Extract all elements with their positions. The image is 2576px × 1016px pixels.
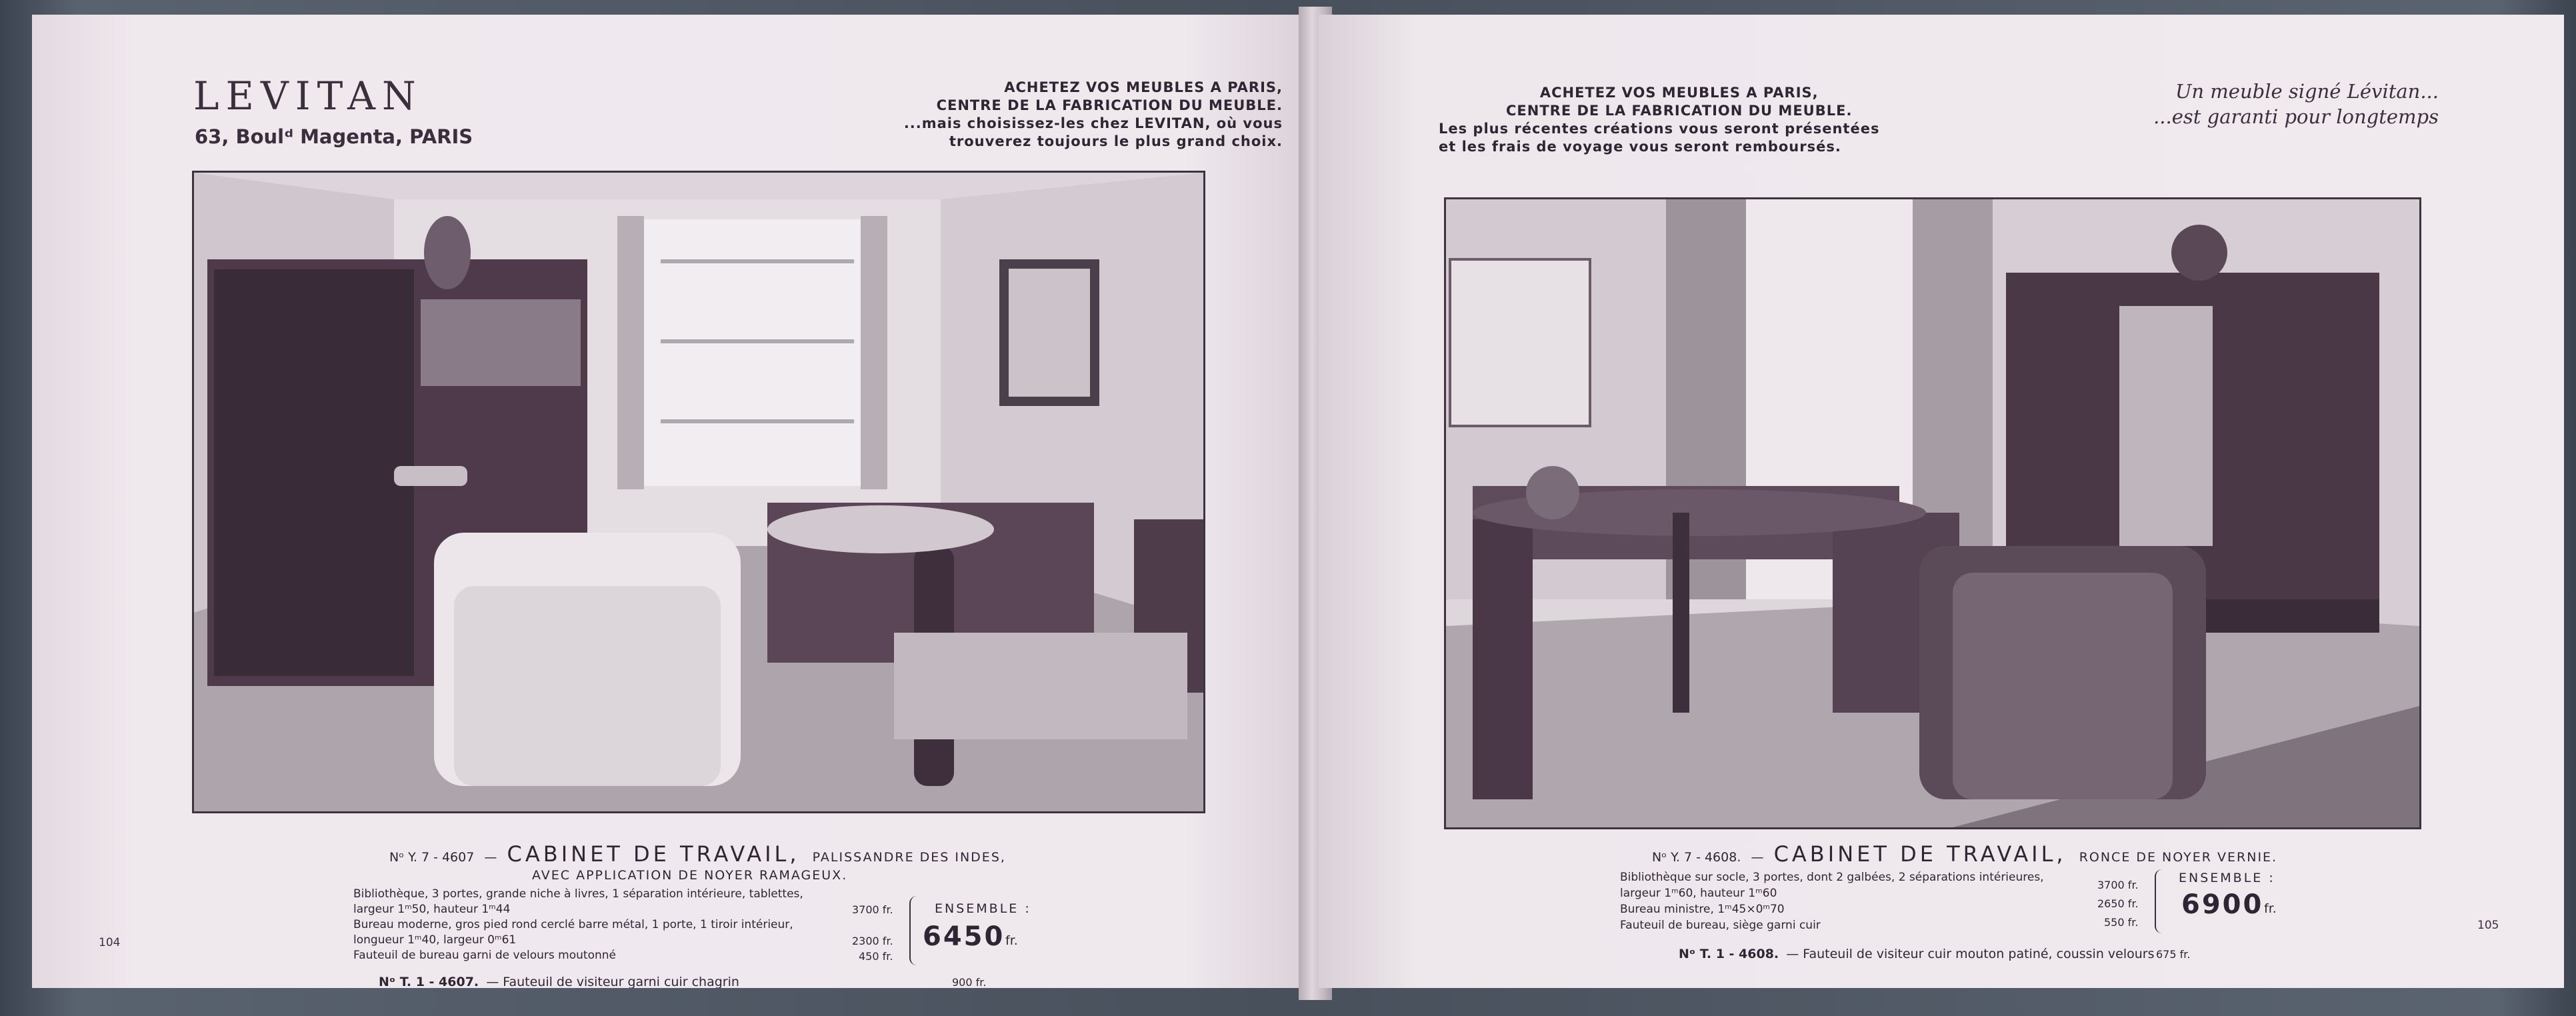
advert-line: trouverez toujours le plus grand choix. (949, 133, 1283, 149)
ensemble-label: ENSEMBLE : (2179, 871, 2275, 885)
item-line: Fauteuil de bureau garni de velours moutonné (353, 949, 616, 962)
item-price: 450 fr. (859, 950, 893, 963)
product-application: AVEC APPLICATION DE NOYER RAMAGEUX. (532, 868, 848, 883)
extra-ref: Nᵒ T. 1 - 4608. (1679, 947, 1779, 961)
item-price: 2650 fr. (2097, 897, 2139, 910)
item-line: largeur 1ᵐ50, hauteur 1ᵐ44 (353, 903, 511, 916)
brand-name: LEVITAN (193, 73, 423, 119)
slogan-line: Un meuble signé Lévitan... (2175, 80, 2439, 103)
advert-line: et les frais de voyage vous seront remboursés. (1439, 139, 1841, 155)
slogan-line: ...est garanti pour longtemps (2153, 105, 2439, 128)
advert-line: ...mais choisissez-les chez LEVITAN, où vous (903, 115, 1283, 131)
brand-address: 63, Boulᵈ Magenta, PARIS (195, 125, 473, 148)
extra-ref: Nᵒ T. 1 - 4607. (379, 975, 479, 988)
price-brace (909, 896, 924, 965)
item-price: 3700 fr. (852, 903, 893, 916)
advert-line: Les plus récentes créations vous seront présentées (1439, 121, 1880, 137)
item-price: 3700 fr. (2097, 879, 2139, 891)
extra-item-4607 (379, 975, 739, 988)
caption-dash: — (1751, 850, 1764, 865)
item-line: Bibliothèque, 3 portes, grande niche à livres, 1 séparation intérieure, tablettes, (353, 887, 803, 901)
item-line: Bureau ministre, 1ᵐ45×0ᵐ70 (1620, 903, 1785, 916)
extra-text: — Fauteuil de visiteur garni cuir chagrin (486, 975, 739, 988)
caption-dash: — (484, 850, 497, 865)
item-price: 2300 fr. (852, 935, 893, 947)
product-items-4607 (353, 887, 803, 963)
product-ref: Nᵒ Y. 7 - 4608. (1652, 850, 1741, 865)
item-price: 550 fr. (2104, 916, 2139, 929)
item-line: longueur 1ᵐ40, largeur 0ᵐ61 (353, 933, 517, 947)
caption-heading-4607 (389, 841, 1006, 867)
product-ref: Nᵒ Y. 7 - 4607 (389, 850, 475, 865)
extra-price: 900 fr. (952, 976, 987, 988)
extra-text: — Fauteuil de visiteur cuir mouton patiné, coussin velours (1786, 947, 2155, 961)
caption-heading-4608 (1652, 841, 2277, 867)
extra-price: 675 fr. (2156, 948, 2191, 961)
item-line: largeur 1ᵐ60, hauteur 1ᵐ60 (1620, 887, 1777, 900)
ensemble-label: ENSEMBLE : (935, 901, 1031, 916)
photo-study-4607 (192, 171, 1205, 813)
advert-line: ACHETEZ VOS MEUBLES A PARIS, (1004, 79, 1283, 95)
item-line: Bibliothèque sur socle, 3 portes, dont 2 galbées, 2 séparations intérieures, (1620, 871, 2044, 884)
product-title: CABINET DE TRAVAIL, (1773, 841, 2067, 867)
photo-study-4608 (1444, 197, 2421, 829)
ensemble-value: 6450 (923, 921, 1005, 952)
advert-left (904, 79, 1283, 151)
item-line: Fauteuil de bureau, siège garni cuir (1620, 919, 1821, 932)
ensemble-value: 6900 (2181, 889, 2264, 920)
ensemble-unit: fr. (2264, 901, 2277, 916)
extra-item-4608 (1679, 947, 2155, 961)
advert-line: ACHETEZ VOS MEUBLES A PARIS, (1539, 85, 1819, 101)
advert-line: CENTRE DE LA FABRICATION DU MEUBLE. (936, 97, 1283, 113)
product-wood: PALISSANDRE DES INDES, (812, 850, 1006, 865)
advert-line: CENTRE DE LA FABRICATION DU MEUBLE. (1506, 103, 1853, 119)
slogan (2153, 79, 2439, 129)
left-page (32, 15, 1312, 988)
page-number: 105 (2477, 919, 2499, 932)
price-brace (2155, 869, 2169, 933)
product-wood: RONCE DE NOYER VERNIE. (2079, 850, 2278, 865)
product-title: CABINET DE TRAVAIL, (507, 841, 800, 867)
advert-right (1439, 84, 1879, 156)
right-page (1319, 15, 2564, 988)
page-number: 104 (99, 936, 121, 949)
item-line: Bureau moderne, gros pied rond cerclé barre métal, 1 porte, 1 tiroir intérieur, (353, 918, 793, 931)
ensemble-unit: fr. (1005, 933, 1018, 948)
product-items-4608 (1620, 869, 2044, 933)
